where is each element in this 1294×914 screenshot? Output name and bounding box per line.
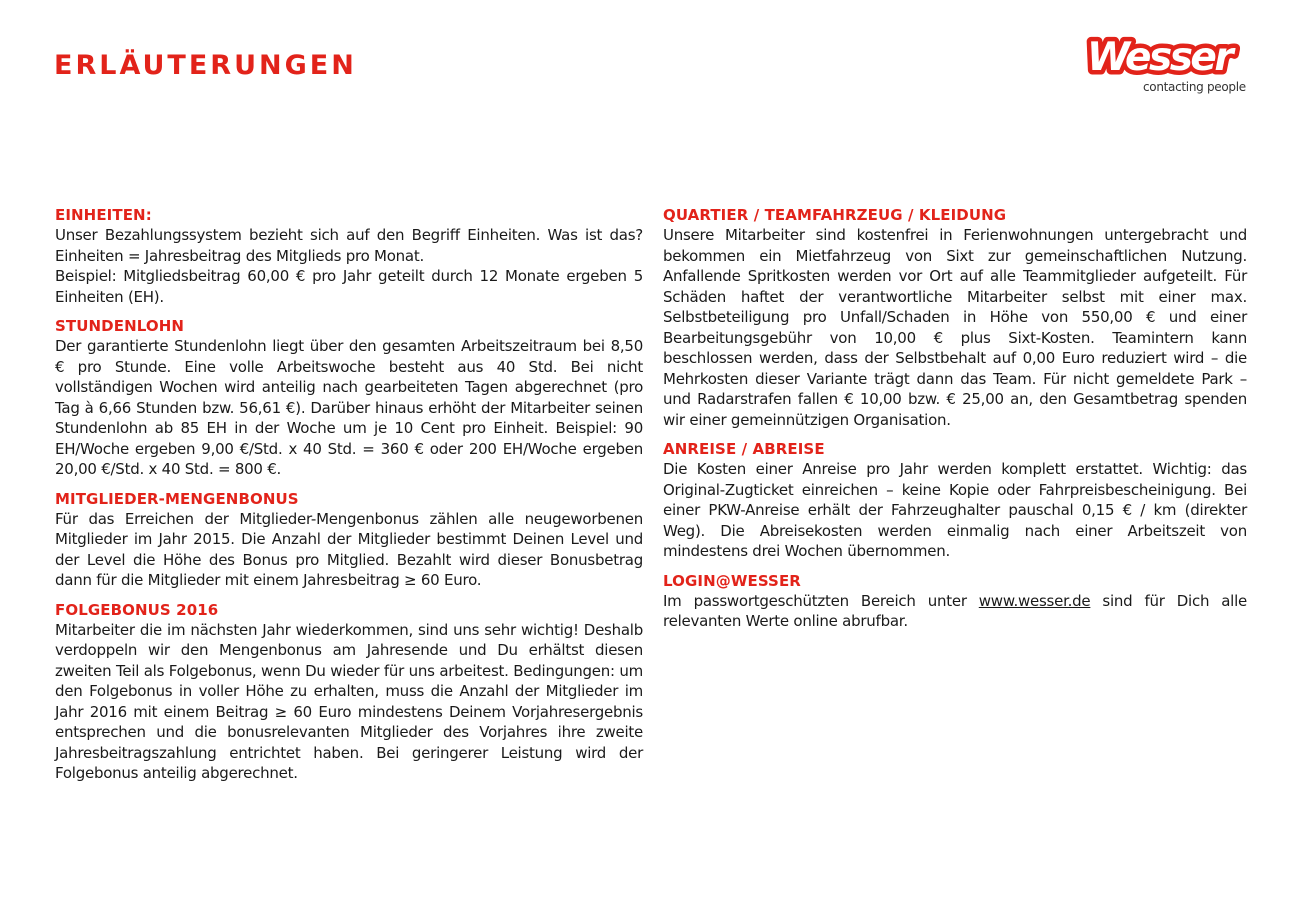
section-heading: FOLGEBONUS 2016 bbox=[55, 600, 219, 619]
section-text: Mitarbeiter die im nächsten Jahr wiederkommen, sind uns sehr wichtig! Deshalb verdoppeln wir den Mengenbonus am Jahresende und Du erhältst diesen zweiten Teil als Folgebonus, wenn Du wieder für uns arbeitest. Bedingungen: um den Folgebonus in voller Höhe zu erhalten, muss die Anzahl der Mitglieder im Jahr 2016 mit einem Beitrag ≥ 60 Euro mindestens Deinem Vorjahresergebnis entsprechen und die bonusrelevanten Mitglieder des Vorjahres ihre zweite Jahresbeitragszahlung entrichtet haben. Bei geringerer Leistung wird der Folgebonus anteilig abgerechnet. bbox=[55, 620, 643, 782]
section-text: Der garantierte Stundenlohn liegt über den gesamten Arbeitszeitraum bei 8,50 € pro Stunde. Eine volle Arbeitswoche besteht aus 40 Std. Bei nicht vollständigen Wochen wird anteilig nach gearbeiteten Tagen abgerechnet (pro Tag à 6,66 Stunden bzw. 56,61 €). Darüber hinaus erhöht der Mitarbeiter seinen Stundenlohn ab 85 EH in der Woche um je 10 Cent pro Einheit. Beispiel: 90 EH/Woche ergeben 9,00 €/Std. x 40 Std. = 360 € oder 200 EH/Woche ergeben 20,00 €/Std. x 40 Std. = 800 €. bbox=[55, 337, 643, 478]
section-text: Die Kosten einer Anreise pro Jahr werden komplett erstattet. Wichtig: das Original-Zugticket einreichen – keine Kopie oder Fahrpreisbescheinigung. Bei einer PKW-Anreise erhält der Fahrzeughalter pauschal 0,15 € / km (direkter Weg). Die Abreisekosten werden einmalig nach einer Arbeitszeit von mindestens drei Wochen übernommen. bbox=[663, 460, 1247, 560]
left-column bbox=[55, 206, 643, 794]
section-heading: LOGIN@WESSER bbox=[663, 571, 801, 590]
section-text bbox=[663, 591, 1247, 632]
section-mitglieder-mengenbonus bbox=[55, 490, 643, 591]
section-einheiten bbox=[55, 206, 643, 307]
section-text: Unsere Mitarbeiter sind kostenfrei in Ferienwohnungen untergebracht und bekommen ein Mietfahrzeug von Sixt zur gemeinschaftlichen Nutzung. Anfallende Spritkosten werden vor Ort auf alle Teammitglieder aufgeteilt. Für Schäden haftet der verantwortliche Mitarbeiter selbst mit einer max. Selbstbeteiligung pro Unfall/Schaden in Höhe von 550,00 € und einer Bearbeitungsgebühr von 10,00 € plus Sixt-Kosten. Teamintern kann beschlossen werden, dass der Selbstbehalt auf 0,00 Euro reduziert wird – die Mehrkosten dieser Variante trägt dann das Team. Für nicht gemeldete Park – und Radarstrafen fallen € 10,00 bzw. € 25,00 an, den Gesamtbetrag spenden wir einer gemeinnützigen Organisation. bbox=[663, 226, 1247, 429]
section-login bbox=[663, 572, 1247, 632]
wesser-logo-wordmark bbox=[1084, 30, 1254, 80]
login-text-before: Im passwortgeschützten Bereich unter bbox=[663, 591, 979, 610]
right-column bbox=[663, 206, 1247, 642]
svg-text:Wesser: Wesser bbox=[1087, 35, 1232, 80]
section-heading: EINHEITEN: bbox=[55, 206, 152, 224]
section-heading: STUNDENLOHN bbox=[55, 317, 185, 335]
section-stundenlohn bbox=[55, 317, 643, 480]
page-title: ERLÄUTERUNGEN bbox=[54, 50, 357, 81]
section-text: Für das Erreichen der Mitglieder-Mengenbonus zählen alle neugeworbenen Mitglieder im Jahr 2015. Die Anzahl der Mitglieder bestimmt Deinen Level und der Level die Höhe des Bonus pro Mitglied. Bezahlt wird dieser Bonusbetrag dann für die Mitglieder mit einem Jahresbeitrag ≥ 60 Euro. bbox=[55, 509, 643, 589]
section-quartier bbox=[663, 206, 1247, 430]
wesser-website-link[interactable]: www.wesser.de bbox=[978, 591, 1091, 610]
section-heading: ANREISE / ABREISE bbox=[663, 440, 825, 458]
section-folgebonus bbox=[55, 601, 643, 784]
wesser-logo bbox=[1084, 30, 1254, 100]
section-text: Unser Bezahlungssystem bezieht sich auf den Begriff Einheiten. Was ist das? Einheiten = Jahresbeitrag des Mitglieds pro Monat. bbox=[55, 226, 643, 265]
logo-tagline: contacting people bbox=[1143, 80, 1246, 94]
section-heading: MITGLIEDER-MENGENBONUS bbox=[55, 489, 299, 508]
section-text: Beispiel: Mitgliedsbeitrag 60,00 € pro Jahr geteilt durch 12 Monate ergeben 5 Einheiten (EH). bbox=[55, 267, 643, 306]
login-text-after: sind für Dich alle relevanten Werte online abrufbar. bbox=[663, 591, 1247, 630]
section-anreise-abreise bbox=[663, 440, 1247, 562]
section-heading: QUARTIER / TEAMFAHRZEUG / KLEIDUNG bbox=[663, 206, 1007, 224]
